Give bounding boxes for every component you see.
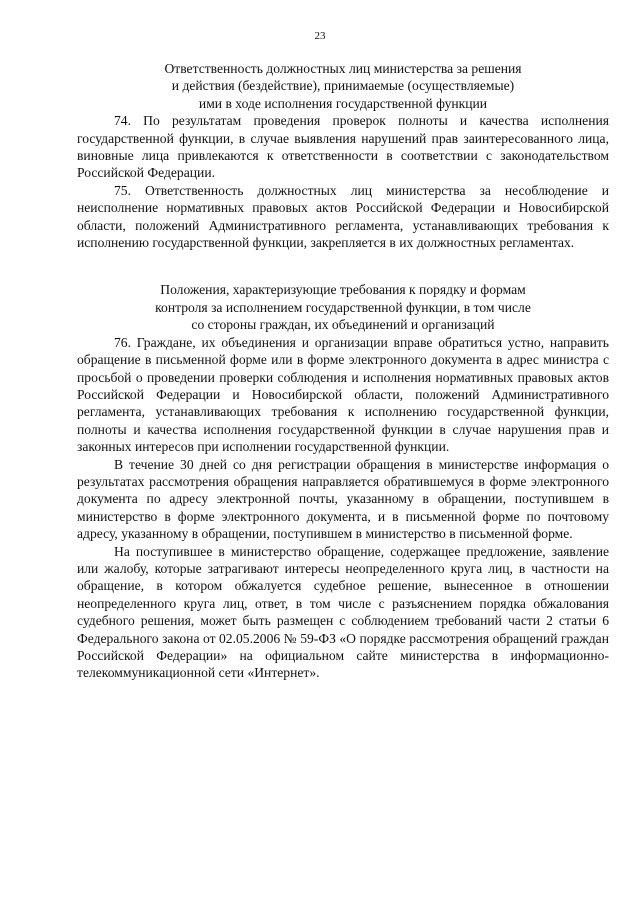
paragraph-publication: На поступившее в министерство обращение, содержащее предложение, заявление или жалобу, которые затрагивают интересы неопределенного круга лиц, в частности на обращение, в котором обжалуется судебное решение, вынесенное в отношении неопределенного круга лиц, ответ, в том числе с разъяснением порядка обжалования судебного решения, может быть размещен с соблюдением требований части 2 статьи 6 Федерального закона от 02.05.2006 № 59-ФЗ «О порядке рассмотрения обращений граждан Российской Федерации» на официальном сайте министерства в информационно-телекоммуникационной сети «Интернет». (77, 543, 609, 681)
heading-line: со стороны граждан, их объединений и организаций (191, 317, 495, 333)
page-number: 23 (314, 30, 326, 42)
heading-line: Положения, характеризующие требования к порядку и формам (160, 282, 526, 298)
paragraph-response-term: В течение 30 дней со дня регистрации обращения в министерстве информация о результатах рассмотрения обращения направляется обратившемуся в форме электронного документа по адресу электронной почты, указанному в обращении, поступившем в министерство в форме электронного документа, и в письменной форме по почтовому адресу, указанному в обращении, поступившем в министерство в письменной форме. (77, 456, 609, 542)
paragraph-74: 74. По результатам проведения проверок полноты и качества исполнения государственной функции, в случае выявления нарушений прав заинтересованного лица, виновные лица привлекаются к ответственности в соответствии с законодательством Российской Федерации. (77, 113, 609, 181)
heading-line: и действия (бездействие), принимаемые (осуществляемые) (171, 78, 515, 94)
section-heading-control-requirements (77, 281, 609, 333)
document-body (77, 60, 609, 682)
paragraph-76: 76. Граждане, их объединения и организации вправе обратиться устно, направить обращение в письменной форме или в форме электронного документа в адрес министра с просьбой о проведении проверки соблюдения и исполнения нормативных правовых актов Российской Федерации и Новосибирской области, положений Административного регламента, устанавливающих требования к исполнению государственной функции, полноты и качества исполнения государственной функции в случае нарушения прав и законных интересов при исполнении государственной функции. (77, 334, 609, 455)
heading-line: Ответственность должностных лиц министерства за решения (164, 61, 522, 76)
paragraph-75: 75. Ответственность должностных лиц министерства за несоблюдение и неисполнение нормативных правовых актов Российской Федерации и Новосибирской области, положений Административного регламента, устанавливающих требования к исполнению государственной функции, закрепляется в их должностных регламентах. (77, 182, 609, 251)
heading-line: ими в ходе исполнения государственной функции (198, 95, 488, 111)
section-heading-responsibility (77, 60, 609, 112)
heading-line: контроля за исполнением государственной функции, в том числе (155, 299, 531, 315)
